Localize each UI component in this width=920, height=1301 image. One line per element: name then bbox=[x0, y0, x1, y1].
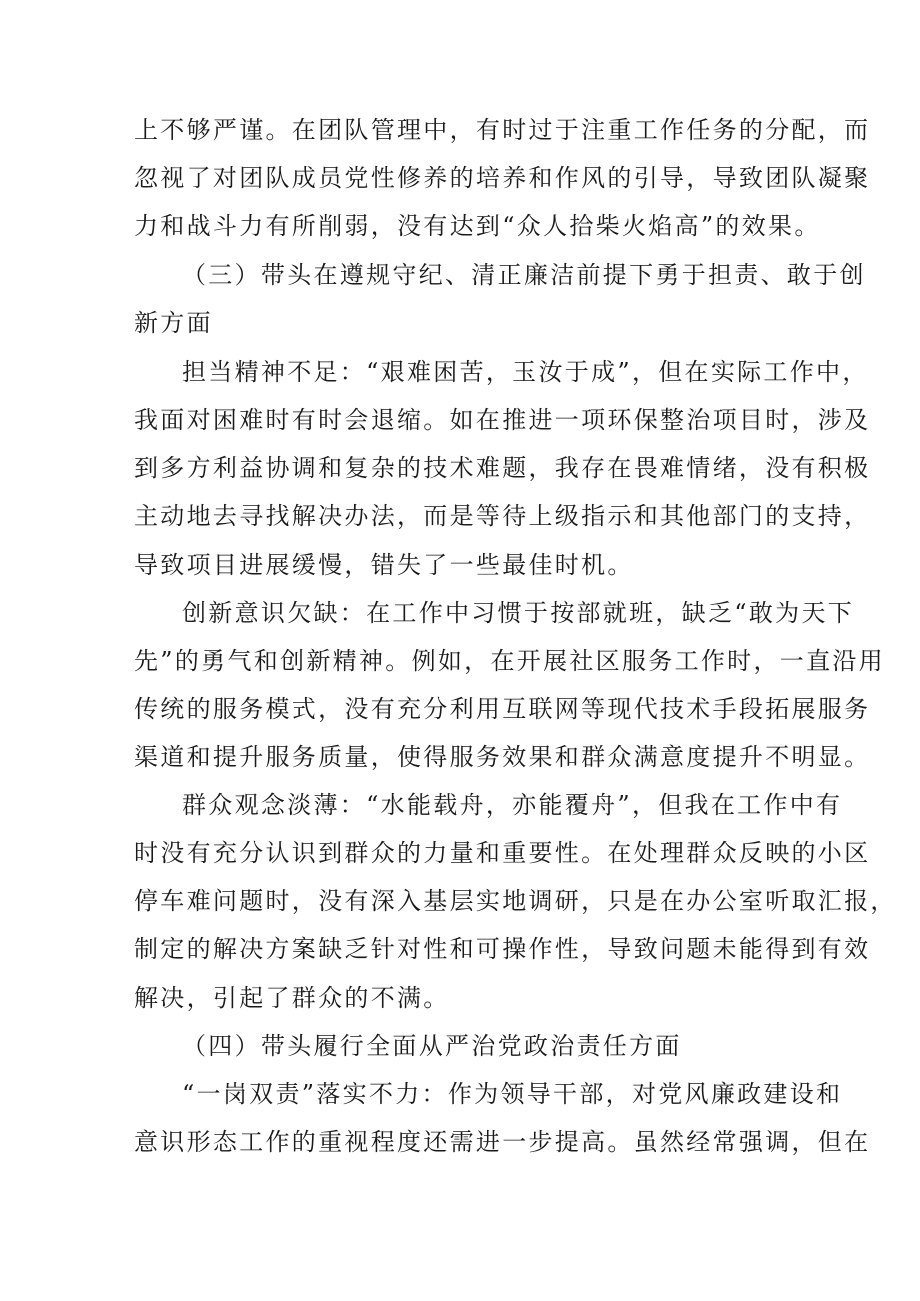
body-text-line: 导致项目进展缓慢，错失了一些最佳时机。 bbox=[134, 551, 634, 579]
body-text-line: 停车难问题时，没有深入基层实地调研，只是在办公室听取汇报， bbox=[134, 887, 897, 915]
paragraph-start: “一岗双责”落实不力：作为领导干部，对党风廉政建设和 bbox=[182, 1080, 843, 1108]
body-text-line: 意识形态工作的重视程度还需进一步提高。虽然经常强调，但在 bbox=[134, 1128, 871, 1156]
body-text-line: 忽视了对团队成员党性修养的培养和作风的引导，导致团队凝聚 bbox=[134, 164, 871, 192]
section-heading-3-continuation: 新方面 bbox=[134, 309, 213, 337]
body-text-line: 上不够严谨。在团队管理中，有时过于注重工作任务的分配，而 bbox=[134, 116, 871, 144]
body-text-line: 解决，引起了群众的不满。 bbox=[134, 984, 450, 1012]
body-text-line: 主动地去寻找解决办法，而是等待上级指示和其他部门的支持， bbox=[134, 502, 871, 530]
body-text-line: 渠道和提升服务质量，使得服务效果和群众满意度提升不明显。 bbox=[134, 743, 871, 771]
paragraph-start: 群众观念淡薄：“水能载舟，亦能覆舟”，但我在工作中有 bbox=[182, 791, 843, 819]
body-text-line: 制定的解决方案缺乏针对性和可操作性，导致问题未能得到有效 bbox=[134, 935, 871, 963]
body-text-line: 我面对困难时有时会退缩。如在推进一项环保整治项目时，涉及 bbox=[134, 406, 871, 434]
body-text-line: 传统的服务模式，没有充分利用互联网等现代技术手段拓展服务 bbox=[134, 695, 871, 723]
body-text-line: 力和战斗力有所削弱，没有达到“众人拾柴火焰高”的效果。 bbox=[134, 212, 821, 240]
paragraph-start: 担当精神不足：“艰难困苦，玉汝于成”，但在实际工作中， bbox=[182, 358, 869, 386]
section-heading-3: （三）带头在遵规守纪、清正廉洁前提下勇于担责、敢于创 bbox=[182, 261, 866, 289]
section-heading-4: （四）带头履行全面从严治党政治责任方面 bbox=[182, 1032, 682, 1060]
paragraph-start: 创新意识欠缺：在工作中习惯于按部就班，缺乏“敢为天下 bbox=[182, 599, 855, 627]
body-text-line: 先”的勇气和创新精神。例如，在开展社区服务工作时，一直沿用 bbox=[134, 647, 885, 675]
body-text-line: 到多方利益协调和复杂的技术难题，我存在畏难情绪，没有积极 bbox=[134, 454, 871, 482]
body-text-line: 时没有充分认识到群众的力量和重要性。在处理群众反映的小区 bbox=[134, 839, 871, 867]
